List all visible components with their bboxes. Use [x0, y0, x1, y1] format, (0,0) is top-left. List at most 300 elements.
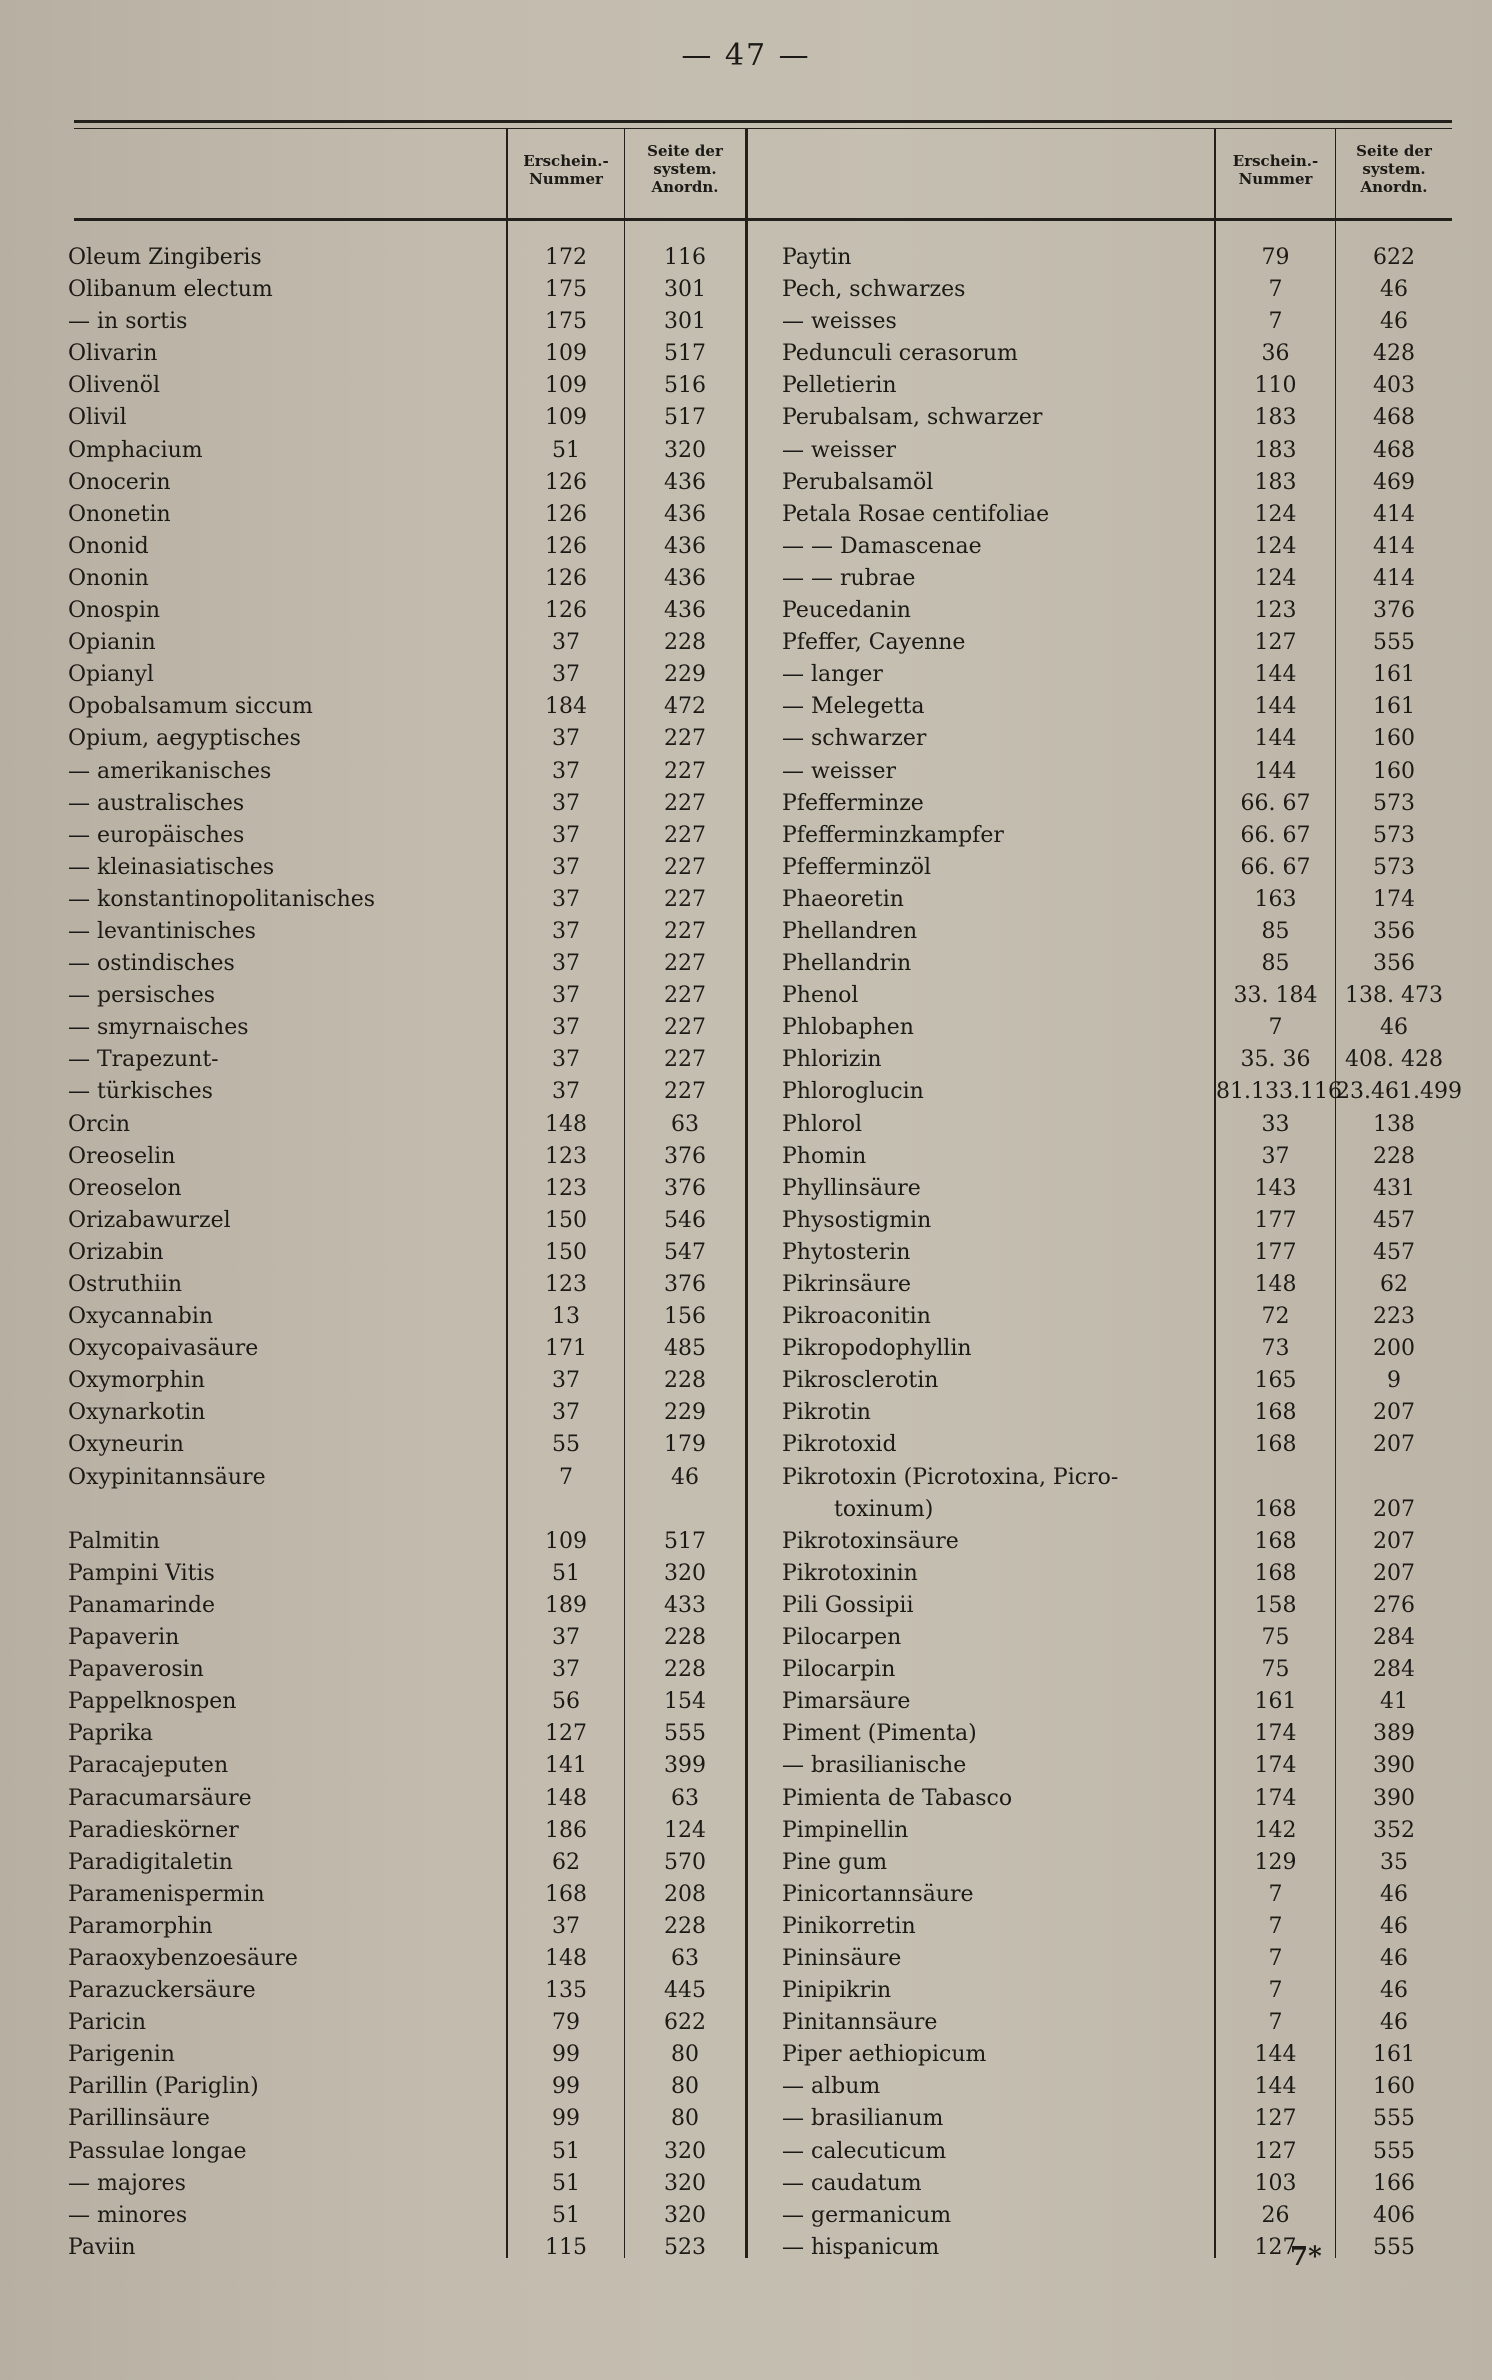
entry-name: Papaverin: [68, 1625, 180, 1651]
entry-issue-number: 183: [1254, 437, 1297, 463]
entry-page-number: 428: [1373, 341, 1415, 367]
entry-page-number: 124: [664, 1817, 706, 1843]
entry-name: Oreoselin: [68, 1143, 176, 1169]
entry-name: Pili Gossipii: [782, 1592, 914, 1618]
entry-name: Parillin (Pariglin): [68, 2074, 259, 2100]
entry-page-number: 80: [671, 2106, 699, 2132]
entry-page-number: 9: [1387, 1368, 1401, 1394]
left-index-column: [68, 242, 745, 2264]
entry-name: Oxynarkotin: [68, 1400, 206, 1426]
right-index-row: [782, 1173, 1452, 1205]
entry-page-number: 160: [1373, 726, 1415, 752]
right-index-row: [782, 1012, 1452, 1044]
entry-name: Oxycopaivasäure: [68, 1336, 259, 1362]
right-index-row: [782, 2071, 1452, 2103]
entry-page-number: 403: [1373, 373, 1415, 399]
entry-issue-number: 75: [1261, 1657, 1290, 1683]
entry-name: Pfeffer, Cayenne: [782, 630, 966, 656]
entry-issue-number: 81.133.116: [1216, 1079, 1342, 1105]
left-index-row: [68, 2136, 745, 2168]
entry-name: Pelletierin: [782, 373, 897, 399]
entry-page-number: 517: [664, 405, 706, 431]
entry-issue-number: 177: [1254, 1239, 1297, 1265]
entry-page-number: 414: [1373, 501, 1415, 527]
entry-page-number: 356: [1373, 918, 1415, 944]
entry-issue-number: 37: [552, 1079, 580, 1105]
entry-name: Pinikorretin: [782, 1913, 916, 1939]
entry-issue-number: 7: [1268, 1881, 1283, 1907]
entry-page-number: 390: [1373, 1753, 1415, 1779]
entry-name: — smyrnaisches: [68, 1015, 249, 1041]
entry-page-number: 46: [1380, 1945, 1408, 1971]
entry-page-number: 161: [1373, 2042, 1415, 2068]
center-divider: [745, 128, 748, 2258]
entry-page-number: 80: [671, 2042, 699, 2068]
right-header-page: Seite der system. Anordn.: [1356, 142, 1432, 196]
entry-name-line1: Pikrotoxin (Picrotoxina, Picro-: [782, 1464, 1119, 1490]
entry-issue-number: 144: [1254, 2074, 1297, 2100]
entry-name: Passulae longae: [68, 2138, 247, 2164]
entry-name: [782, 1462, 1118, 1526]
left-index-row: [68, 1622, 745, 1654]
entry-page-number: 457: [1373, 1207, 1415, 1233]
entry-name: — minores: [68, 2202, 188, 2228]
entry-issue-number: 148: [545, 1785, 587, 1811]
entry-issue-number: 127: [1254, 630, 1297, 656]
entry-name: Olivil: [68, 405, 127, 431]
entry-page-number: 228: [664, 1657, 706, 1683]
entry-issue-number: 55: [552, 1432, 580, 1458]
entry-name: Pininsäure: [782, 1945, 902, 1971]
entry-page-number: 436: [664, 533, 706, 559]
entry-page-number: 547: [664, 1239, 706, 1265]
right-index-row: [782, 723, 1452, 755]
entry-issue-number: 73: [1261, 1336, 1290, 1362]
entry-issue-number: 174: [1254, 1785, 1297, 1811]
entry-page-number: 468: [1373, 405, 1415, 431]
entry-page-number: 160: [1373, 2074, 1415, 2100]
entry-issue-number: 72: [1261, 1304, 1290, 1330]
entry-page-number: 63: [671, 1111, 699, 1137]
entry-issue-number: 33: [1261, 1111, 1290, 1137]
entry-issue-number: 56: [552, 1689, 580, 1715]
entry-name: Opium, aegyptisches: [68, 726, 301, 752]
entry-name: Phaeoretin: [782, 886, 904, 912]
right-index-row: [782, 2039, 1452, 2071]
left-index-row: [68, 1558, 745, 1590]
entry-name: Paprika: [68, 1721, 154, 1747]
left-index-row: [68, 1141, 745, 1173]
left-index-row: [68, 531, 745, 563]
entry-page-number: 227: [664, 918, 706, 944]
left-index-row: [68, 980, 745, 1012]
entry-issue-number: 115: [545, 2234, 587, 2260]
entry-name: — persisches: [68, 983, 216, 1009]
left-header-num: Erschein.- Nummer: [523, 152, 609, 188]
entry-page-number: 207: [1373, 1432, 1415, 1458]
entry-issue-number: 7: [559, 1464, 573, 1490]
left-index-row: [68, 852, 745, 884]
right-index-row: [782, 1943, 1452, 1975]
entry-name: Peucedanin: [782, 598, 911, 624]
entry-name: — brasilianische: [782, 1753, 967, 1779]
entry-issue-number: 37: [552, 726, 580, 752]
entry-page-number: 227: [664, 951, 706, 977]
entry-page-number: 546: [664, 1207, 706, 1233]
entry-issue-number: 124: [1254, 501, 1297, 527]
right-index-row: [782, 948, 1452, 980]
entry-name: Pech, schwarzes: [782, 277, 966, 303]
header-rule: [74, 218, 1452, 221]
entry-page-number: 390: [1373, 1785, 1415, 1811]
right-index-row: [782, 1622, 1452, 1654]
entry-issue-number: 37: [552, 1400, 580, 1426]
entry-page-number: 414: [1373, 565, 1415, 591]
entry-issue-number: 175: [545, 277, 587, 303]
entry-name: — australisches: [68, 790, 245, 816]
entry-page-number: 46: [1380, 1015, 1408, 1041]
right-index-row: [782, 1333, 1452, 1365]
right-index-row: [782, 1975, 1452, 2007]
entry-name: Paradigitaletin: [68, 1849, 233, 1875]
entry-page-number: 227: [664, 1047, 706, 1073]
entry-page-number: 46: [1380, 309, 1408, 335]
left-index-row: [68, 1076, 745, 1108]
entry-page-number: 227: [664, 726, 706, 752]
entry-page-number: 207: [1373, 1560, 1415, 1586]
left-index-row: [68, 1718, 745, 1750]
entry-issue-number: 110: [1254, 373, 1297, 399]
entry-issue-number: 148: [1254, 1272, 1297, 1297]
entry-name: Paradieskörner: [68, 1817, 239, 1843]
entry-name: — europäisches: [68, 822, 245, 848]
entry-issue-number: 144: [1254, 2042, 1297, 2068]
entry-name: Pfefferminze: [782, 790, 924, 816]
left-index-row: [68, 2168, 745, 2200]
right-index-row: [782, 1076, 1462, 1108]
entry-page-number: 227: [664, 1079, 706, 1105]
right-index-row: [782, 852, 1452, 884]
left-index-row: [68, 2232, 745, 2264]
entry-name: Parazuckersäure: [68, 1978, 256, 2004]
left-index-row: [68, 1205, 745, 1237]
entry-issue-number: 37: [552, 790, 580, 816]
entry-name: Parigenin: [68, 2042, 175, 2068]
entry-issue-number: 66. 67: [1240, 822, 1311, 848]
entry-issue-number: 168: [1254, 1400, 1297, 1426]
entry-page-number: 138: [1373, 1111, 1415, 1137]
right-index-row: [782, 788, 1452, 820]
entry-page-number: 41: [1380, 1689, 1408, 1715]
entry-page-number: 276: [1373, 1592, 1415, 1618]
entry-issue-number: 127: [1254, 2234, 1297, 2260]
right-index-row: [782, 338, 1452, 370]
entry-issue-number: 129: [1254, 1849, 1297, 1875]
entry-issue-number: 7: [1268, 2010, 1283, 2036]
entry-name: Paraoxybenzoesäure: [68, 1945, 298, 1971]
top-rule-thin: [74, 128, 1452, 129]
entry-name: Papaverosin: [68, 1657, 204, 1683]
right-index-row: [782, 627, 1452, 659]
left-index-row: [68, 1975, 745, 2007]
entry-issue-number: 127: [545, 1721, 587, 1747]
entry-name: Olivarin: [68, 341, 158, 367]
entry-name: — konstantinopolitanisches: [68, 886, 376, 912]
left-index-row: [68, 1012, 745, 1044]
entry-page-number: 207: [1373, 1496, 1415, 1522]
entry-issue-number: 85: [1261, 918, 1290, 944]
entry-name: — — rubrae: [782, 565, 916, 591]
entry-name: Paviin: [68, 2234, 136, 2260]
entry-page-number: 223: [1373, 1304, 1415, 1330]
entry-issue-number: 127: [1254, 2106, 1297, 2132]
entry-page-number: 555: [1373, 630, 1415, 656]
right-index-row: [782, 1879, 1452, 1911]
entry-name: — calecuticum: [782, 2138, 947, 2164]
entry-page-number: 436: [664, 501, 706, 527]
right-index-row: [782, 1590, 1452, 1622]
entry-name: Pfefferminzkampfer: [782, 822, 1004, 848]
entry-name: Pinipikrin: [782, 1978, 892, 2004]
entry-name: Paricin: [68, 2010, 147, 2036]
entry-page-number: 555: [1373, 2234, 1415, 2260]
right-index-row: [782, 1750, 1452, 1782]
entry-page-number: 227: [664, 1015, 706, 1041]
entry-name: Onocerin: [68, 469, 171, 495]
entry-page-number: 555: [1373, 2138, 1415, 2164]
entry-issue-number: 66. 67: [1240, 790, 1311, 816]
entry-issue-number: 150: [545, 1207, 587, 1233]
entry-issue-number: 37: [552, 1015, 580, 1041]
entry-issue-number: 33. 184: [1233, 983, 1318, 1009]
entry-name: — Melegetta: [782, 694, 925, 720]
left-index-row: [68, 2200, 745, 2232]
left-index-row: [68, 948, 745, 980]
entry-name: Pikrotoxinsäure: [782, 1528, 959, 1554]
entry-issue-number: 37: [552, 758, 580, 784]
entry-page-number: 468: [1373, 437, 1415, 463]
left-index-row: [68, 467, 745, 499]
entry-name: — schwarzer: [782, 726, 927, 752]
entry-issue-number: 171: [545, 1336, 587, 1362]
right-index-row: [782, 1847, 1452, 1879]
entry-name: Pilocarpen: [782, 1625, 902, 1651]
right-index-row: [782, 1365, 1452, 1397]
entry-page-number: 46: [1380, 1913, 1408, 1939]
entry-name: — türkisches: [68, 1079, 213, 1105]
entry-page-number: 80: [671, 2074, 699, 2100]
entry-page-number: 436: [664, 565, 706, 591]
left-index-row: [68, 1815, 745, 1847]
entry-name: Ononetin: [68, 501, 171, 527]
entry-page-number: 284: [1373, 1657, 1415, 1683]
entry-issue-number: 189: [545, 1592, 587, 1618]
left-index-row: [68, 691, 745, 723]
entry-page-number: 320: [664, 2202, 706, 2228]
entry-issue-number: 79: [1261, 245, 1290, 270]
entry-page-number: 570: [664, 1849, 706, 1875]
left-index-row: [68, 1654, 745, 1686]
entry-page-number: 469: [1373, 469, 1415, 495]
entry-page-number: 207: [1373, 1400, 1415, 1426]
signature-mark: 7*: [1290, 2242, 1322, 2272]
entry-name: — caudatum: [782, 2170, 922, 2196]
entry-name: — ostindisches: [68, 951, 235, 977]
right-index-row: [782, 2200, 1452, 2232]
entry-issue-number: 37: [552, 662, 580, 688]
entry-name: — album: [782, 2074, 881, 2100]
right-index-row: [782, 563, 1452, 595]
right-index-row: [782, 1301, 1452, 1333]
left-index-row: [68, 370, 745, 402]
entry-page-number: 376: [664, 1175, 706, 1201]
entry-issue-number: 7: [1268, 1913, 1283, 1939]
entry-name: Pimarsäure: [782, 1689, 911, 1715]
entry-name: Phloroglucin: [782, 1079, 924, 1105]
entry-issue-number: 183: [1254, 469, 1297, 495]
entry-issue-number: 99: [552, 2074, 580, 2100]
right-index-row: [782, 659, 1452, 691]
entry-name: Phlobaphen: [782, 1015, 914, 1041]
entry-issue-number: 99: [552, 2042, 580, 2068]
right-index-row: [782, 370, 1452, 402]
entry-issue-number: 66. 67: [1240, 854, 1311, 880]
entry-page-number: 174: [1373, 886, 1415, 912]
right-index-row: [782, 435, 1452, 467]
entry-name: Oxyneurin: [68, 1432, 184, 1458]
entry-issue-number: 144: [1254, 726, 1297, 752]
entry-page-number: 320: [664, 437, 706, 463]
entry-page-number: 228: [664, 1625, 706, 1651]
left-index-row: [68, 242, 745, 274]
entry-page-number: 431: [1373, 1175, 1415, 1201]
left-index-row: [68, 1494, 745, 1526]
left-index-row: [68, 1526, 745, 1558]
entry-page-number: 228: [664, 1368, 706, 1394]
left-index-row: [68, 1911, 745, 1943]
entry-page-number: 622: [664, 2010, 706, 2036]
left-index-row: [68, 1269, 745, 1301]
entry-issue-number: 79: [552, 2010, 580, 2036]
entry-issue-number: 144: [1254, 758, 1297, 784]
entry-page-number: 161: [1373, 694, 1415, 720]
entry-name: Pikrotoxid: [782, 1432, 897, 1458]
entry-name: Pikroaconitin: [782, 1304, 931, 1330]
entry-name: Perubalsam, schwarzer: [782, 405, 1043, 431]
entry-page-number: 63: [671, 1945, 699, 1971]
entry-name: Phytosterin: [782, 1239, 911, 1265]
entry-issue-number: 144: [1254, 694, 1297, 720]
entry-page-number: 200: [1373, 1336, 1415, 1362]
right-index-row: [782, 1718, 1452, 1750]
entry-issue-number: 174: [1254, 1721, 1297, 1747]
entry-page-number: 406: [1373, 2202, 1415, 2228]
right-index-row: [782, 980, 1452, 1012]
entry-name: Ononid: [68, 533, 149, 559]
entry-issue-number: 99: [552, 2106, 580, 2132]
right-index-row: [782, 1237, 1452, 1269]
entry-page-number: 389: [1373, 1721, 1415, 1747]
entry-issue-number: 183: [1254, 405, 1297, 431]
left-index-row: [68, 2103, 745, 2135]
entry-issue-number: 37: [552, 822, 580, 848]
entry-issue-number: 103: [1254, 2170, 1297, 2196]
entry-issue-number: 168: [1254, 1528, 1297, 1554]
right-header-num: Erschein.- Nummer: [1232, 152, 1319, 188]
entry-issue-number: 135: [545, 1978, 587, 2004]
entry-name: Paramorphin: [68, 1913, 213, 1939]
right-index-row: [782, 1205, 1452, 1237]
entry-name: — — Damascenae: [782, 533, 982, 559]
entry-page-number: 23.461.499: [1336, 1079, 1462, 1105]
entry-page-number: 138. 473: [1345, 983, 1443, 1009]
left-index-row: [68, 499, 745, 531]
left-index-row: [68, 1237, 745, 1269]
entry-page-number: 207: [1373, 1528, 1415, 1554]
entry-name: Pedunculi cerasorum: [782, 341, 1018, 367]
left-index-row: [68, 402, 745, 434]
entry-issue-number: 26: [1261, 2202, 1290, 2228]
entry-name: Opianyl: [68, 662, 154, 688]
right-index-row: [782, 1558, 1452, 1590]
right-index-row: [782, 242, 1452, 274]
entry-issue-number: 126: [545, 533, 587, 559]
left-index-row: [68, 1879, 745, 1911]
entry-page-number: 573: [1373, 854, 1415, 880]
entry-issue-number: 172: [545, 245, 587, 270]
entry-name: Olibanum electum: [68, 277, 273, 303]
entry-page-number: 46: [1380, 2010, 1408, 2036]
entry-issue-number: 143: [1254, 1175, 1297, 1201]
entry-issue-number: 37: [552, 1657, 580, 1683]
entry-name: Opobalsamum siccum: [68, 694, 313, 720]
entry-page-number: 227: [664, 758, 706, 784]
right-index-row: [782, 2168, 1452, 2200]
page-number: — 47 —: [681, 38, 811, 73]
entry-page-number: 179: [664, 1432, 706, 1458]
entry-issue-number: 174: [1254, 1753, 1297, 1779]
entry-issue-number: 75: [1261, 1625, 1290, 1651]
entry-issue-number: 37: [552, 983, 580, 1009]
entry-issue-number: 141: [545, 1753, 587, 1779]
entry-name: Oleum Zingiberis: [68, 245, 262, 270]
entry-page-number: 208: [664, 1881, 706, 1907]
entry-issue-number: 51: [552, 437, 580, 463]
right-index-row: [782, 1911, 1452, 1943]
entry-issue-number: 163: [1254, 886, 1297, 912]
entry-issue-number: 7: [1268, 1945, 1283, 1971]
entry-page-number: 154: [664, 1689, 706, 1715]
entry-page-number: 376: [664, 1272, 706, 1297]
entry-page-number: 229: [664, 662, 706, 688]
entry-issue-number: 37: [552, 1368, 580, 1394]
right-index-row: [782, 1783, 1452, 1815]
entry-name: Pikrotin: [782, 1400, 871, 1426]
entry-issue-number: 7: [1268, 309, 1283, 335]
entry-page-number: 35: [1380, 1849, 1408, 1875]
right-index-row: [782, 1526, 1452, 1558]
entry-page-number: 352: [1373, 1817, 1415, 1843]
entry-issue-number: 165: [1254, 1368, 1297, 1394]
entry-page-number: 46: [1380, 1978, 1408, 2004]
entry-issue-number: 168: [545, 1881, 587, 1907]
entry-name: Pappelknospen: [68, 1689, 237, 1715]
entry-issue-number: 7: [1268, 1978, 1283, 2004]
entry-issue-number: 109: [545, 405, 587, 431]
entry-issue-number: 123: [545, 1175, 587, 1201]
entry-issue-number: 51: [552, 2138, 580, 2164]
entry-name: Pimienta de Tabasco: [782, 1785, 1013, 1811]
